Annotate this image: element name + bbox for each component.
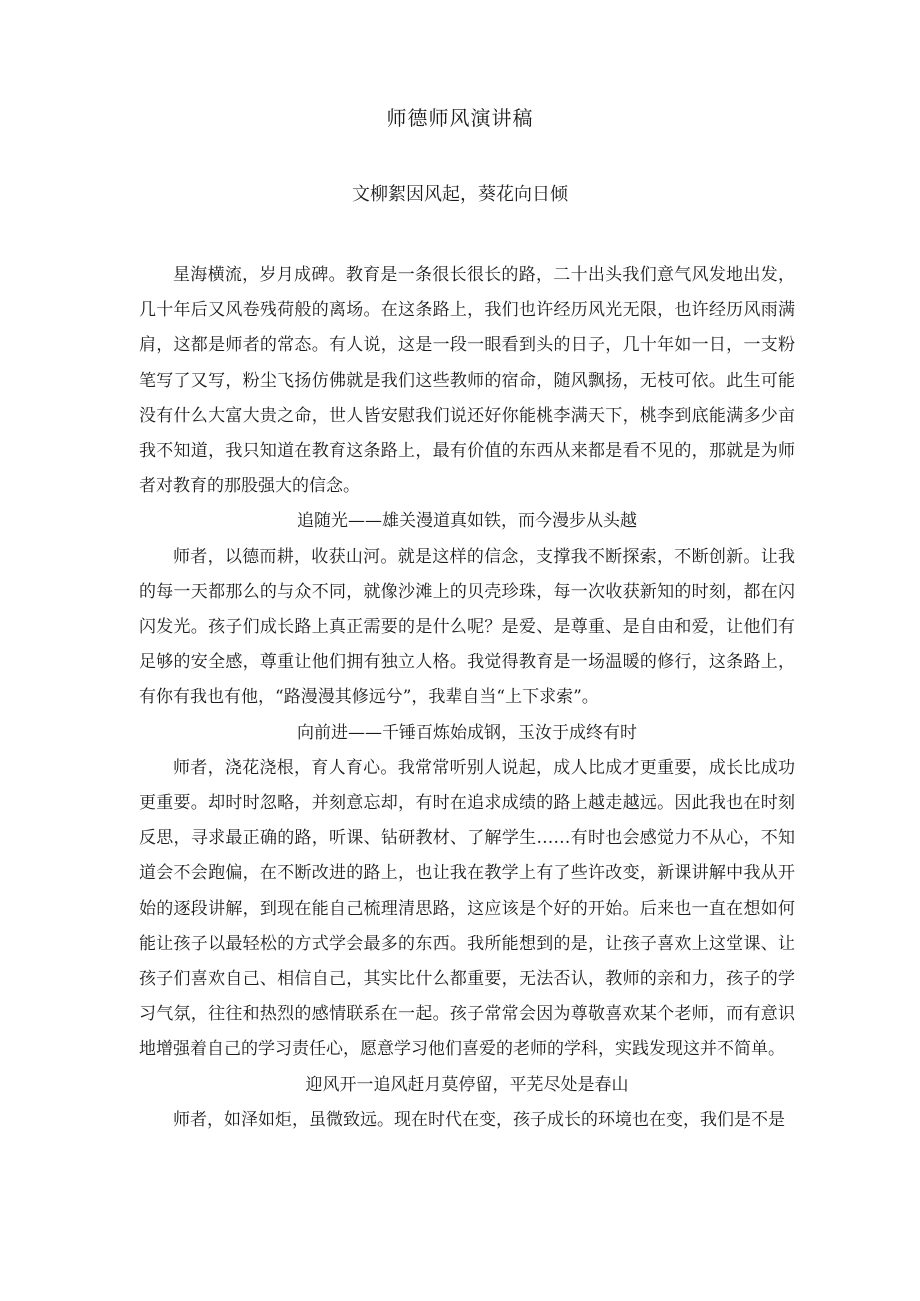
section-paragraph-2: 师者，浇花浇根，育人育心。我常常听别人说起，成人比成才更重要，成长比成功更重要。却时时忽略，并刻意忘却，有时在追求成绩的路上越走越远。因此我也在时刻反思，寻求最正确的路，听课、钻研教材、了解学生……有时也会感觉力不从心，不知道会不会跑偏，在不断改进的路上，也让我在教学上有了些许改变，新课讲解中我从开始的逐段讲解，到现在能自己梳理清思路，这应该是个好的开始。后来也一直在想如何能让孩子以最轻松的方式学会最多的东西。我所能想到的是，让孩子喜欢上这堂课、让孩子们喜欢自己、相信自己，其实比什么都重要，无法否认，教师的亲和力，孩子的学习气氛，往往和热烈的感情联系在一起。孩子常常会因为尊敬喜欢某个老师，而有意识地增强着自己的学习责任心，愿意学习他们喜爱的老师的学科，实践发现这并不简单。	[139, 757, 795, 1060]
section-heading-1: 追随光——雄关漫道真如铁，而今漫步从头越	[297, 511, 637, 532]
document-body	[139, 258, 795, 1138]
intro-paragraph: 星海横流，岁月成碑。教育是一条很长很长的路，二十出头我们意气风发地出发，几十年后又风卷残荷般的离场。在这条路上，我们也许经历风光无限，也许经历风雨满肩，这都是师者的常态。有人说，这是一段一眼看到头的日子，几十年如一日，一支粉笔写了又写，粉尘飞扬仿佛就是我们这些教师的宿命，随风飘扬，无枝可依。此生可能没有什么大富大贵之命，世人皆安慰我们说还好你能桃李满天下，桃李到底能满多少亩我不知道，我只知道在教育这条路上，最有价值的东西从来都是看不见的，那就是为师者对教育的那股强大的信念。	[139, 265, 795, 497]
document-subtitle: 文柳絮因风起，葵花向日倾	[352, 184, 568, 205]
document-title: 师德师风演讲稿	[386, 106, 534, 130]
section-paragraph-1: 师者，以德而耕，收获山河。就是这样的信念，支撑我不断探索，不断创新。让我的每一天都那么的与众不同，就像沙滩上的贝壳珍珠，每一次收获新知的时刻，都在闪闪发光。孩子们成长路上真正需要的是什么呢？是爱、是尊重、是自由和爱，让他们有足够的安全感，尊重让他们拥有独立人格。我觉得教育是一场温暖的修行，这条路上，有你有我也有他，“路漫漫其修远兮”，我辈自当“上下求索”。	[139, 546, 795, 708]
section-heading-3: 迎风开一追风赶月莫停留，平芜尽处是春山	[305, 1074, 629, 1095]
section-paragraph-3: 师者，如泽如炬，虽微致远。现在时代在变，孩子成长的环境也在变，我们是不是	[173, 1109, 785, 1130]
section-heading-2: 向前进——千锤百炼始成钢，玉汝于成终有时	[297, 722, 637, 743]
